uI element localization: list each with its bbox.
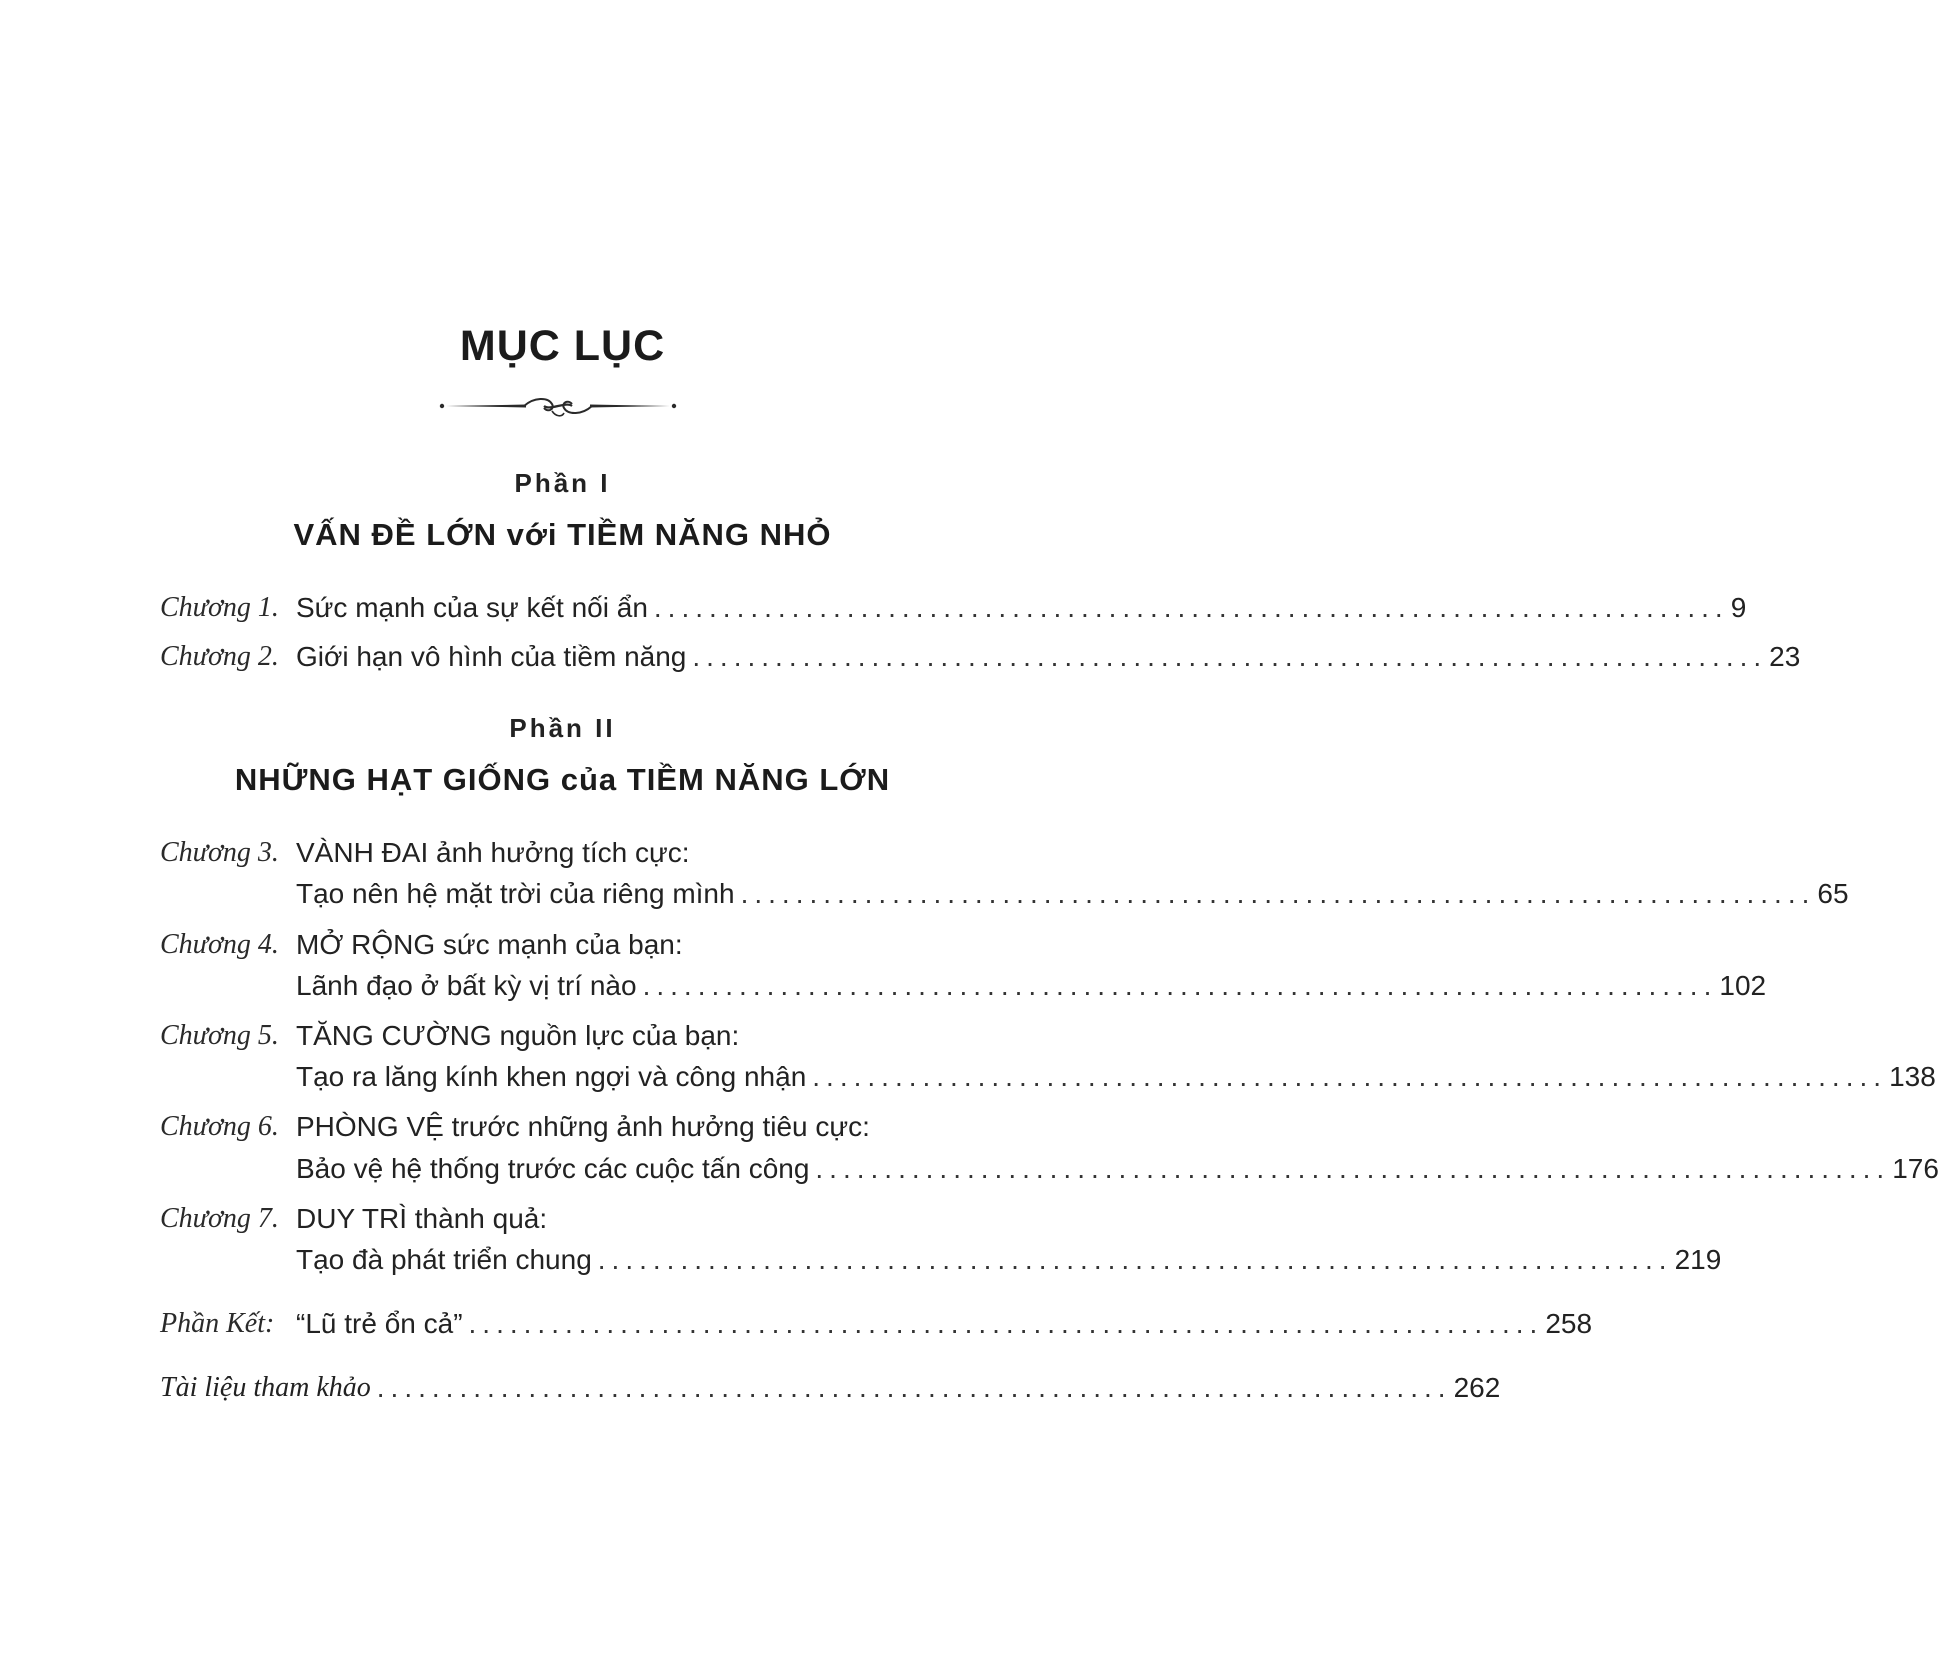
part-2-title: NHỮNG HẠT GIỐNG của TIỀM NĂNG LỚN	[234, 762, 891, 797]
toc-entry-references[interactable]	[160, 1368, 1501, 1408]
toc-entry-chapter-6-subtitle[interactable]	[160, 1149, 1939, 1189]
chapter-label: Chương 7.	[160, 1203, 279, 1234]
toc-entry-chapter-6[interactable]	[160, 1107, 960, 1147]
chapter-label: Chương 2.	[160, 641, 279, 672]
chapter-subtitle-line: Tạo đà phát triển chung .............................................................................. 219	[296, 1240, 960, 1280]
chapter-title-line: Sức mạnh của sự kết nối ẩn .............................................................................. 9	[296, 588, 960, 628]
epilogue-title: “Lũ trẻ ổn cả”	[296, 1308, 463, 1339]
page-title: MỤC LỤC	[459, 322, 666, 370]
chapter-title: Giới hạn vô hình của tiềm năng	[296, 641, 687, 672]
toc-entry-chapter-7-subtitle[interactable]	[160, 1240, 1722, 1280]
chapter-label: Chương 5.	[160, 1020, 279, 1051]
toc-entry-chapter-1[interactable]	[160, 588, 1747, 628]
chapter-subtitle: Tạo nên hệ mặt trời của riêng mình	[296, 878, 735, 909]
chapter-title: MỞ RỘNG sức mạnh của bạn:	[296, 929, 683, 960]
chapter-title: TĂNG CƯỜNG nguồn lực của bạn:	[296, 1020, 740, 1051]
flourish-divider-icon	[438, 393, 678, 419]
toc-entry-chapter-4-subtitle[interactable]	[160, 966, 1767, 1006]
chapter-label: Chương 6.	[160, 1111, 279, 1142]
epilogue-label: Phần Kết:	[160, 1308, 275, 1339]
epilogue-title-line: “Lũ trẻ ổn cả” .............................................................................. 258	[296, 1304, 960, 1344]
references-line: Tài liệu tham khảo .............................................................................. 262	[160, 1368, 960, 1408]
chapter-subtitle-line: Tạo ra lăng kính khen ngợi và công nhận .............................................................................. 138	[296, 1057, 960, 1097]
chapter-title: VÀNH ĐAI ảnh hưởng tích cực:	[296, 837, 690, 868]
page-number: 262	[1453, 1372, 1501, 1403]
chapter-subtitle-line: Tạo nên hệ mặt trời của riêng mình .............................................................................. 65	[296, 874, 960, 914]
page-number: 23	[1769, 641, 1801, 672]
chapter-title: DUY TRÌ thành quả:	[296, 1203, 548, 1234]
chapter-title: Sức mạnh của sự kết nối ẩn	[296, 592, 648, 623]
references-label: Tài liệu tham khảo	[160, 1372, 371, 1403]
chapter-subtitle: Tạo ra lăng kính khen ngợi và công nhận	[296, 1061, 807, 1092]
part-1-title: VẤN ĐỀ LỚN với TIỀM NĂNG NHỎ	[293, 517, 832, 552]
toc-entry-chapter-3[interactable]	[160, 833, 960, 873]
page-number: 258	[1545, 1308, 1593, 1339]
chapter-label: Chương 4.	[160, 929, 279, 960]
chapter-subtitle: Bảo vệ hệ thống trước các cuộc tấn công	[296, 1153, 810, 1184]
toc-entry-epilogue[interactable]	[160, 1304, 1593, 1344]
page-number: 138	[1889, 1061, 1936, 1092]
toc-entry-chapter-7[interactable]	[160, 1199, 960, 1239]
page-number: 219	[1674, 1244, 1722, 1275]
toc-entry-chapter-5[interactable]	[160, 1016, 960, 1056]
toc-entry-chapter-3-subtitle[interactable]	[160, 874, 1849, 914]
part-2-label: Phần II	[509, 713, 616, 743]
chapter-title-line: Giới hạn vô hình của tiềm năng .............................................................................. 23	[296, 637, 960, 677]
chapter-subtitle: Lãnh đạo ở bất kỳ vị trí nào	[296, 970, 637, 1001]
page-number: 102	[1719, 970, 1767, 1001]
chapter-title: PHÒNG VỆ trước những ảnh hưởng tiêu cực:	[296, 1111, 870, 1142]
chapter-label: Chương 3.	[160, 837, 279, 868]
toc-entry-chapter-5-subtitle[interactable]	[160, 1057, 1936, 1097]
chapter-subtitle-line: Bảo vệ hệ thống trước các cuộc tấn công .............................................................................. 176	[296, 1149, 960, 1189]
chapter-label: Chương 1.	[160, 592, 279, 623]
chapter-subtitle: Tạo đà phát triển chung	[296, 1244, 592, 1275]
toc-entry-chapter-4[interactable]	[160, 925, 960, 965]
page-number: 176	[1892, 1153, 1939, 1184]
toc-entry-chapter-2[interactable]	[160, 637, 1801, 677]
page-number: 9	[1730, 592, 1747, 623]
page-number: 65	[1817, 878, 1849, 909]
chapter-subtitle-line: Lãnh đạo ở bất kỳ vị trí nào .............................................................................. 102	[296, 966, 960, 1006]
part-1-label: Phần I	[514, 468, 611, 498]
